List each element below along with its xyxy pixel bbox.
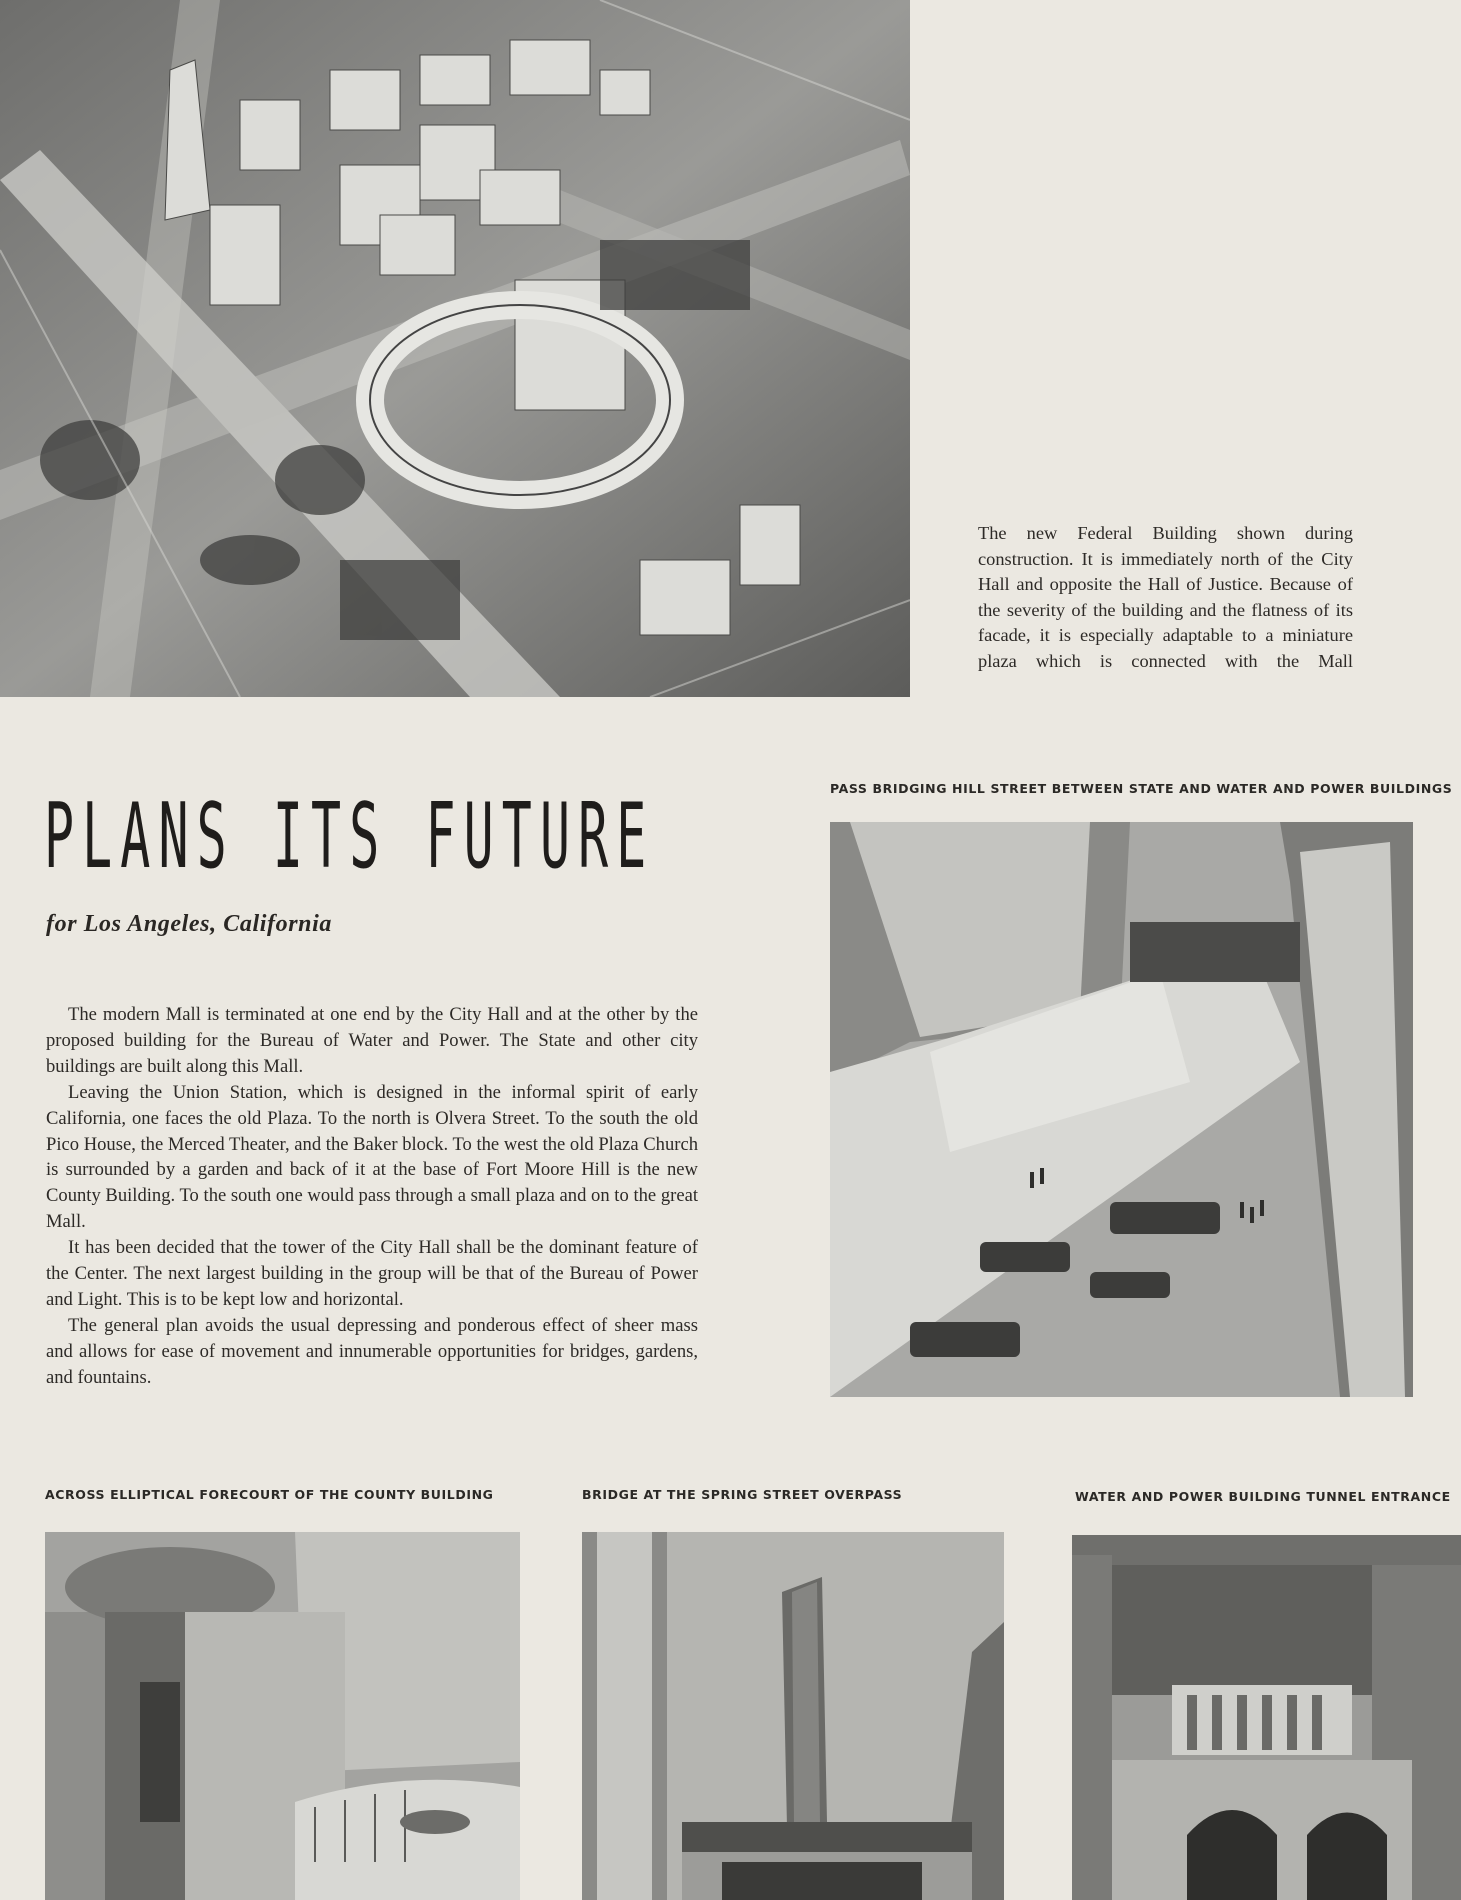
headline: PLANS ITS FUTURE: [44, 784, 655, 889]
tunnel-caption: WATER AND POWER BUILDING TUNNEL ENTRANCE: [1075, 1489, 1451, 1504]
hill-street-caption: PASS BRIDGING HILL STREET BETWEEN STATE AND WATER AND POWER BUILDINGS: [830, 781, 1453, 796]
spring-street-bridge-image: [582, 1532, 1004, 1900]
article-body: [46, 1002, 698, 1391]
body-paragraph: The modern Mall is terminated at one end by the City Hall and at the other by the proposed building for the Bureau of Water and Power. The State and other city buildings are built along this Mall.: [46, 1004, 698, 1077]
forecourt-illustration: [45, 1532, 520, 1900]
hill-street-illustration: [830, 822, 1413, 1397]
body-paragraph: Leaving the Union Station, which is designed in the informal spirit of early California, one faces the old Plaza. To the north is Olvera Street. To the south the old Pico House, the Merced Theater, and the Baker block. To the west the old Plaza Church is surrounded by a garden and back of it at the base of Fort Moore Hill is the new County Building. To the south one would pass through a small plaza and on to the great Mall.: [46, 1081, 698, 1233]
federal-building-caption: The new Federal Building shown during construction. It is immediately north of the City Hall and opposite the Hall of Justice. Because of the severity of the building and the flatness of its facade, it is especially adaptable to a miniature plaza which is connected with the Mall: [978, 523, 1353, 671]
subhead: for Los Angeles, California: [46, 911, 333, 937]
body-paragraph: It has been decided that the tower of the City Hall shall be the dominant feature of the Center. The next largest building in the group will be that of the Bureau of Power and Light. This is to be kept low and horizontal.: [46, 1237, 698, 1310]
hill-street-bridge-image: [830, 822, 1413, 1397]
spring-street-caption: BRIDGE AT THE SPRING STREET OVERPASS: [582, 1487, 903, 1502]
aerial-illustration: [0, 0, 910, 697]
body-paragraph: The general plan avoids the usual depressing and ponderous effect of sheer mass and allows for ease of movement and innumerable opportunities for bridges, gardens, and fountains.: [46, 1314, 698, 1388]
spring-street-illustration: [582, 1532, 1004, 1900]
tunnel-illustration: [1072, 1535, 1461, 1900]
county-building-forecourt-image: [45, 1532, 520, 1900]
forecourt-caption: ACROSS ELLIPTICAL FORECOURT OF THE COUNTY BUILDING: [45, 1487, 494, 1502]
aerial-civic-center-image: [0, 0, 910, 697]
tunnel-entrance-image: [1072, 1535, 1461, 1900]
